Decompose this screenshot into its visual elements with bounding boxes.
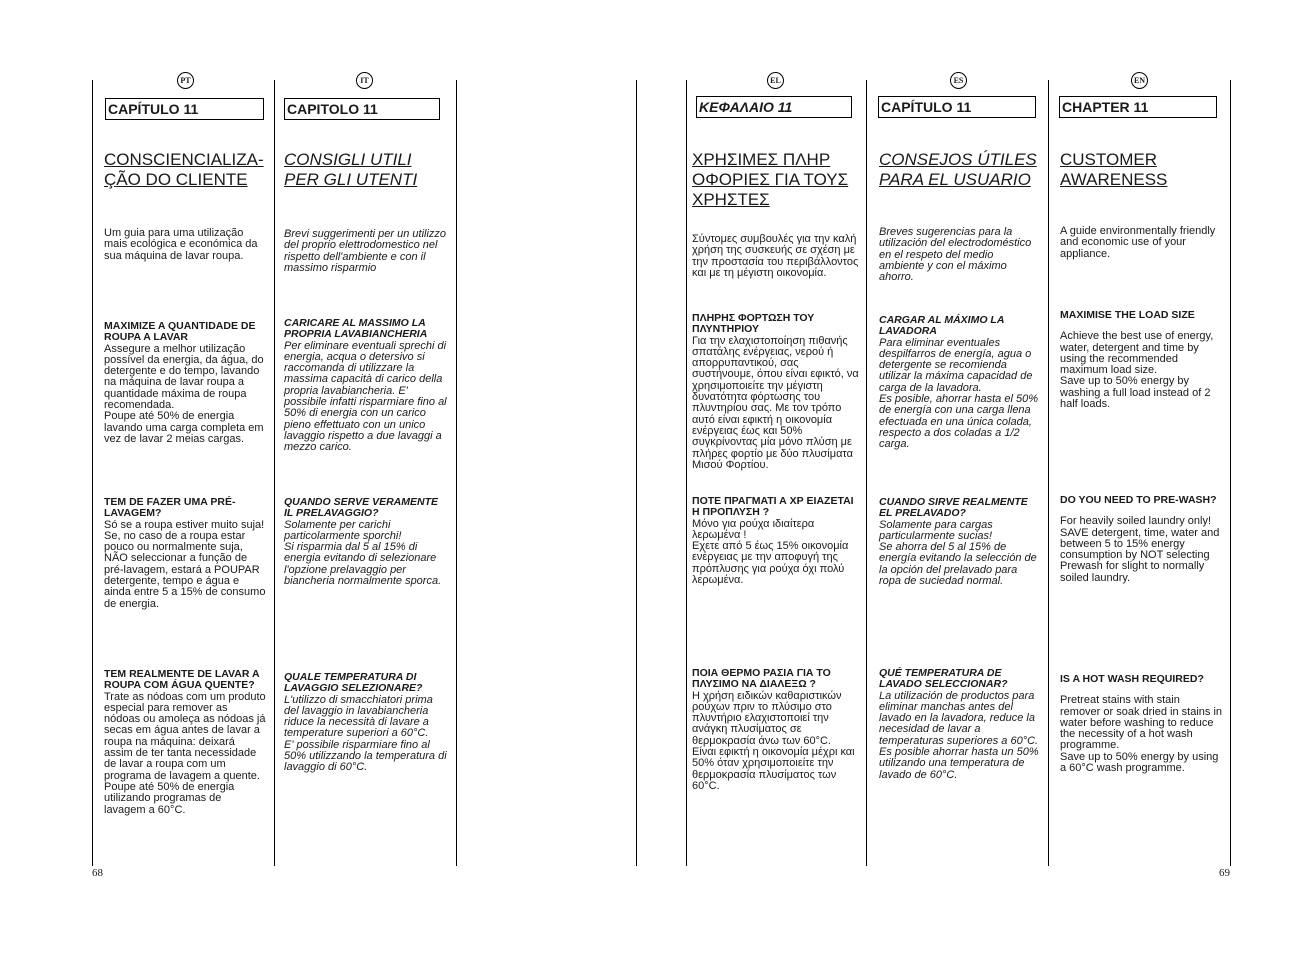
- tip-heading: QUALE TEMPERATURA DI LAVAGGIO SELEZIONARE?: [284, 671, 423, 695]
- tip-body: Per eliminare eventuali sprechi di energia, acqua o detersivo si raccomanda di utilizzare la massima capacità di carico della propria lavabiancheria. E' possibile infatti risparmiare fino al 50% di energia con un carico pieno effettuato con un unico lavaggio rispetto a due lavaggi a mezzo carico.: [284, 339, 447, 454]
- section-title-it: CONSIGLI UTILI PER GLI UTENTI: [284, 150, 418, 189]
- tip-hotwash-pt: [104, 669, 266, 816]
- tip-body: Para eliminar eventuales despilfarros de energía, agua o detergente se recomienda utilizar la máxima capacidad de carga de la lavadora. Es posible, ahorrar hasta el 50% de energía con una carga llena efectuada en una única colada, respecto a dos coladas a 1/2 carga.: [879, 336, 1038, 451]
- section-title-pt: CONSCIENCIALIZA- ÇÃO DO CLIENTE: [104, 150, 264, 189]
- tip-body: Solamente para cargas particularmente sucias! Se ahorra del 5 al 15% de energía evitando la selección de la opción del prelavado para ropa de suciedad normal.: [879, 518, 1037, 588]
- tip-load-pt: [104, 321, 266, 445]
- tip-prewash-es: [879, 497, 1041, 587]
- tip-heading: CARICARE AL MASSIMO LA PROPRIA LAVABIANCHERIA: [284, 317, 428, 341]
- chapter-heading-es: CAPÍTULO 11: [878, 96, 1036, 118]
- tip-heading: CUANDO SIRVE REALMENTE EL PRELAVADO?: [879, 496, 1028, 520]
- intro-text-el: Σύντομες συμβουλές για την καλή χρήση της συσκευής σε σχέση με την προστασία του περιβάλλοντος και με τη μέγιστη οικονομία.: [692, 233, 859, 279]
- tip-heading: MAXIMIZE A QUANTIDADE DE ROUPA A LAVAR: [104, 320, 256, 344]
- tip-heading: CARGAR AL MÁXIMO LA LAVADORA: [879, 314, 1005, 338]
- page-number-left: 68: [92, 867, 103, 879]
- tip-body: Μόνο για ρούχα ιδιαίτερα λερωμένα ! Εχετε από 5 έως 15% οικονομία ενέργειας με την αποφυγή της πρόπλυσης για ρούχα όχι πολύ λερωμένα.: [692, 517, 849, 587]
- page-gutter-line: [636, 80, 637, 866]
- tip-hotwash-es: [879, 668, 1041, 781]
- tip-prewash-it: [284, 497, 448, 587]
- flag-es-icon: ES: [950, 72, 967, 89]
- tip-load-it: [284, 318, 448, 454]
- tip-load-en: [1060, 310, 1222, 410]
- tip-hotwash-it: [284, 672, 448, 774]
- tip-load-es: [879, 315, 1041, 451]
- tip-prewash-el: [692, 496, 860, 586]
- right-page-margin-line: [686, 80, 687, 866]
- tip-body: Só se a roupa estiver muito suja! Se, no caso de a roupa estar pouco ou normalmente suja, NÃO seleccionar a função de pré-lavagem, estará a POUPAR detergente, tempo e água e ainda entre 5 a 15% de consumo de energia.: [104, 518, 266, 610]
- tip-heading: ΠΟΤΕ ΠΡΑΓΜΑΤΙ Α ΧΡ ΕΙΑΖΕΤΑΙ Η ΠΡΟΠΛΥΣΗ ?: [692, 495, 854, 519]
- tip-hotwash-el: [692, 668, 860, 792]
- tip-prewash-en: [1060, 495, 1222, 584]
- section-title-es: CONSEJOS ÚTILES PARA EL USUARIO: [879, 150, 1037, 189]
- intro-text-es: Breves sugerencias para la utilización del electrodoméstico en el respeto del medio ambiente y con el máximo ahorro.: [879, 226, 1032, 284]
- tip-body: Solamente per carichi particolarmente sporchi! Si risparmia dal 5 al 15% di energia evitando di selezionare l'opzione prelavaggio per biancheria normalmente sporca.: [284, 518, 442, 588]
- tip-body: L'utilizzo di smacchiatori prima del lavaggio in lavabiancheria riduce la necessità di lavare a temperature superiori a 60°C. E' possibile risparmiare fino al 50% utilizzando la temperatura di lavaggio di 60°C.: [284, 693, 447, 774]
- tip-body: La utilización de productos para eliminar manchas antes del lavado en la lavadora, reduce la necesidad de lavar a temperaturas superiores a 60°C. Es posible ahorrar hasta un 50% utilizando una temperatura de lavado de 60°C.: [879, 689, 1039, 781]
- column-divider: [1048, 80, 1049, 866]
- column-es: [879, 150, 1041, 283]
- tip-heading: ΠΟΙΑ ΘΕΡΜΟ ΡΑΣΙΑ ΓΙΑ ΤΟ ΠΛΥΣΙΜΟ ΝΑ ΔΙΑΛΕΞΩ ?: [692, 667, 831, 691]
- intro-text-pt: Um guia para uma utilização mais ecológica e económica da sua máquina de lavar roupa.: [104, 227, 258, 262]
- section-title-en: CUSTOMER AWARENESS: [1060, 150, 1168, 189]
- tip-body: Pretreat stains with stain remover or soak dried in stains in water before washing to reduce the necessity of a hot wash programme. Save up to 50% energy by using a 60°C wash programme.: [1060, 694, 1223, 775]
- column-divider: [866, 80, 867, 866]
- tip-heading: TEM REALMENTE DE LAVAR A ROUPA COM ÁGUA QUENTE?: [104, 668, 260, 692]
- tip-heading: MAXIMISE THE LOAD SIZE: [1060, 309, 1195, 321]
- tip-body: Για την ελαχιστοποίηση πιθανής σπατάλης ενέργειας, νερού ή απορρυπαντικού, σας συστήνουμε, όπου είναι εφικτό, να χρησιμοποιείτε την μέγιστη δυνατότητα φόρτωσης του πλυντηρίου σας. Με τον τρόπο αυτό είναι εφικτή η οικονομία ενέργειας έως και 50% συγκρίνοντας μία μόνο πλύση με πλήρες φορτίο με δύο πλυσίματα Μισού Φορτίου.: [692, 334, 859, 471]
- left-page-margin-line: [92, 80, 93, 866]
- tip-heading: DO YOU NEED TO PRE-WASH?: [1060, 494, 1217, 506]
- tip-body: Η χρήση ειδικών καθαριστικών ρούχων πριν το πλύσιμο στο πλυντήριο ελαχιστοποιεί την ανάγκη πλυσίματος σε θερμοκρασία άνω των 60°C. Είναι εφικτή η οικονομία μέχρι και 50% όταν χρησιμοποιείτε την θερμοκρασία πλυσίματος των 60°C.: [692, 689, 855, 792]
- tip-load-el: [692, 313, 860, 471]
- tip-heading: QUANDO SERVE VERAMENTE IL PRELAVAGGIO?: [284, 496, 439, 520]
- tip-heading: ΠΛΗΡΗΣ ΦΟΡΤΩΣΗ ΤΟΥ ΠΛΥΝΤΗΡΙΟΥ: [692, 312, 815, 336]
- intro-text-it: Brevi suggerimenti per un utilizzo del proprio elettrodomestico nel rispetto dell'ambiente e con il massimo risparmio: [284, 228, 447, 274]
- page-number-right: 69: [1219, 867, 1230, 879]
- tip-prewash-pt: [104, 497, 266, 610]
- chapter-heading-pt: CAPÍTULO 11: [105, 98, 264, 120]
- column-divider: [456, 80, 457, 866]
- flag-en-icon: EN: [1131, 72, 1148, 89]
- tip-body: Achieve the best use of energy, water, detergent and time by using the recommended maximum load size. Save up to 50% energy by washing a full load instead of 2 half loads.: [1060, 330, 1214, 411]
- section-title-el: ΧΡΗΣΙΜΕΣ ΠΛΗΡ ΟΦΟΡΙΕΣ ΓΙΑ ΤΟΥΣ ΧΡΗΣΤΕΣ: [692, 150, 849, 209]
- tip-body: Trate as nódoas com um produto especial para remover as nódoas ou amoleça as nódoas já secas em água antes de lavar a roupa na máquina: deixará assim de ter tanta necessidade de lavar a roupa com um programa de lavagem a quente. Poupe até 50% de energia utilizando programas de lavagem a 60°C.: [104, 690, 266, 816]
- flag-pt-icon: PT: [177, 72, 194, 89]
- flag-el-icon: EL: [767, 72, 784, 89]
- tip-heading: TEM DE FAZER UMA PRÉ-LAVAGEM?: [104, 496, 236, 520]
- tip-hotwash-en: [1060, 674, 1222, 774]
- tip-body: Assegure a melhor utilização possível da energia, da água, do detergente e do tempo, lavando na máquina de lavar roupa a quantidade máxima de roupa recomendada. Poupe até 50% de energia lavando uma carga completa em vez de lavar 2 meias cargas.: [104, 342, 264, 445]
- intro-text-en: A guide environmentally friendly and economic use of your appliance.: [1060, 225, 1216, 260]
- tip-body: For heavily soiled laundry only! SAVE detergent, time, water and between 5 to 15% energy consumption by NOT selecting Prewash for slight to normally soiled laundry.: [1060, 515, 1220, 584]
- chapter-heading-el: ΚΕΦΑΛΑΙΟ 11: [696, 96, 852, 118]
- chapter-heading-en: CHAPTER 11: [1059, 96, 1217, 118]
- tip-heading: IS A HOT WASH REQUIRED?: [1060, 673, 1204, 685]
- tip-heading: QUÉ TEMPERATURA DE LAVADO SELECCIONAR?: [879, 667, 1008, 691]
- column-en: [1060, 150, 1222, 260]
- column-divider: [274, 80, 275, 866]
- chapter-heading-it: CAPITOLO 11: [284, 98, 440, 120]
- column-it: [284, 150, 448, 274]
- column-el: [692, 150, 860, 279]
- right-edge-line: [1230, 80, 1231, 866]
- column-pt: [104, 150, 266, 262]
- flag-it-icon: IT: [356, 72, 373, 89]
